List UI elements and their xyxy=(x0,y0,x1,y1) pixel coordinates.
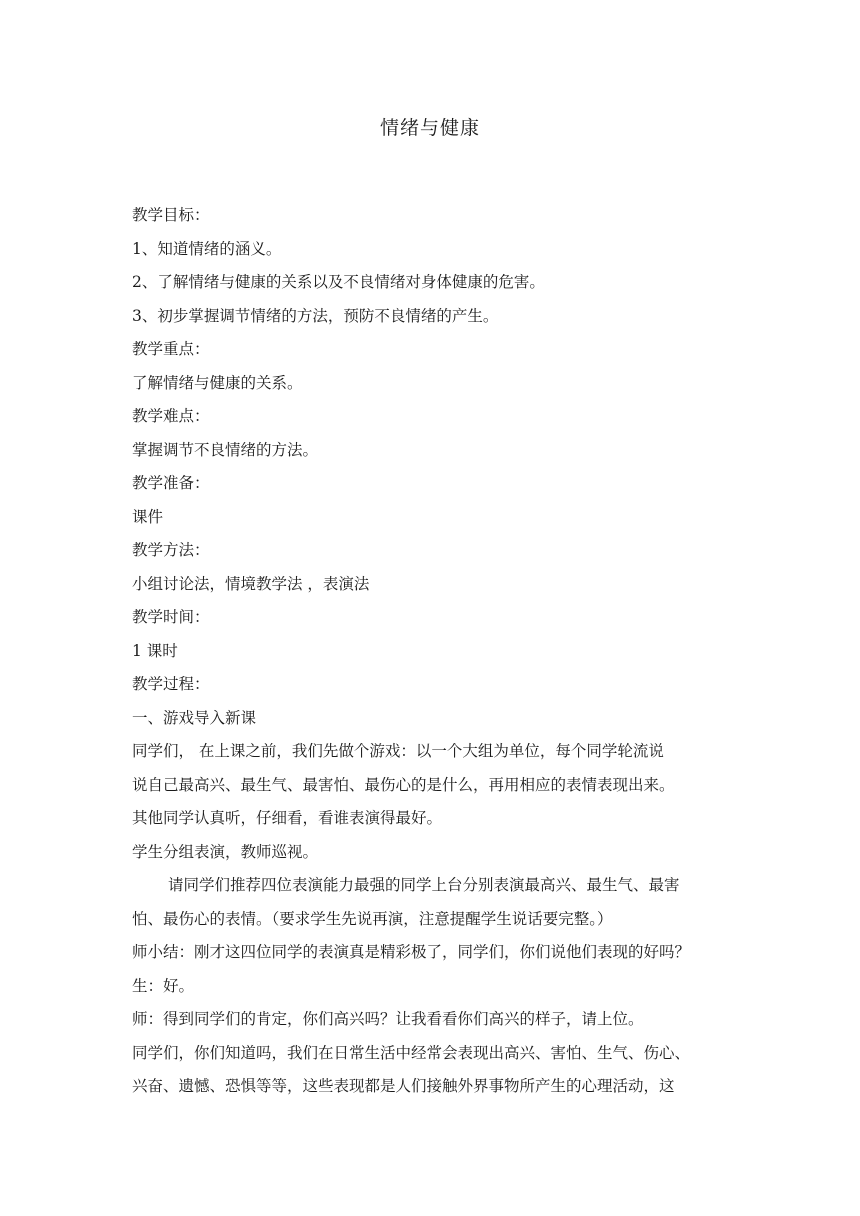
text-line: 兴奋、遗憾、恐惧等等，这些表现都是人们接触外界事物所产生的心理活动，这 xyxy=(132,1077,675,1095)
text-line: 掌握调节不良情绪的方法。 xyxy=(132,440,319,459)
text-line: 教学方法： xyxy=(132,541,210,559)
text-line: 说自己最高兴、最生气、最害怕、最伤心的是什么，再用相应的表情表现出来。 xyxy=(132,775,675,794)
document-body xyxy=(132,199,742,1104)
text-line: 课件 xyxy=(132,507,164,526)
text-line: 生：好。 xyxy=(132,976,195,995)
text-line: 怕、最伤心的表情。（要求学生先说再演，注意提醒学生说话要完整。） xyxy=(132,909,613,928)
text-line: 学生分组表演，教师巡视。 xyxy=(132,842,319,861)
text-line: 其他同学认真听，仔细看，看谁表演得最好。 xyxy=(132,809,443,827)
text-line: 3、初步掌握调节情绪的方法，预防不良情绪的产生。 xyxy=(132,306,499,325)
text-line: 同学们， 在上课之前，我们先做个游戏：以一个大组为单位，每个同学轮流说 xyxy=(132,742,664,760)
text-line: 师：得到同学们的肯定，你们高兴吗？让我看看你们高兴的样子，请上位。 xyxy=(132,1010,644,1028)
text-line: 请同学们推荐四位表演能力最强的同学上台分别表演最高兴、最生气、最害 xyxy=(168,876,680,894)
text-line: 教学准备： xyxy=(132,474,210,492)
text-line: 一、游戏导入新课 xyxy=(132,708,257,727)
text-line: 教学重点： xyxy=(132,340,210,358)
text-line: 2、了解情绪与健康的关系以及不良情绪对身体健康的危害。 xyxy=(132,273,545,291)
document-title: 情绪与健康 xyxy=(379,117,480,139)
text-line: 教学目标： xyxy=(132,206,210,224)
text-line: 1、知道情绪的涵义。 xyxy=(132,239,282,258)
text-line: 教学时间： xyxy=(132,608,210,626)
text-line: 师小结：刚才这四位同学的表演真是精彩极了，同学们，你们说他们表现的好吗？ xyxy=(132,943,691,961)
text-line: 小组讨论法，情境教学法 ，表演法 xyxy=(132,574,370,593)
text-line: 教学难点： xyxy=(132,407,210,425)
text-line: 教学过程： xyxy=(132,675,210,693)
text-line: 了解情绪与健康的关系。 xyxy=(132,373,303,392)
text-line: 同学们，你们知道吗，我们在日常生活中经常会表现出高兴、害怕、生气、伤心、 xyxy=(132,1043,691,1062)
text-line: 1 课时 xyxy=(132,641,178,660)
